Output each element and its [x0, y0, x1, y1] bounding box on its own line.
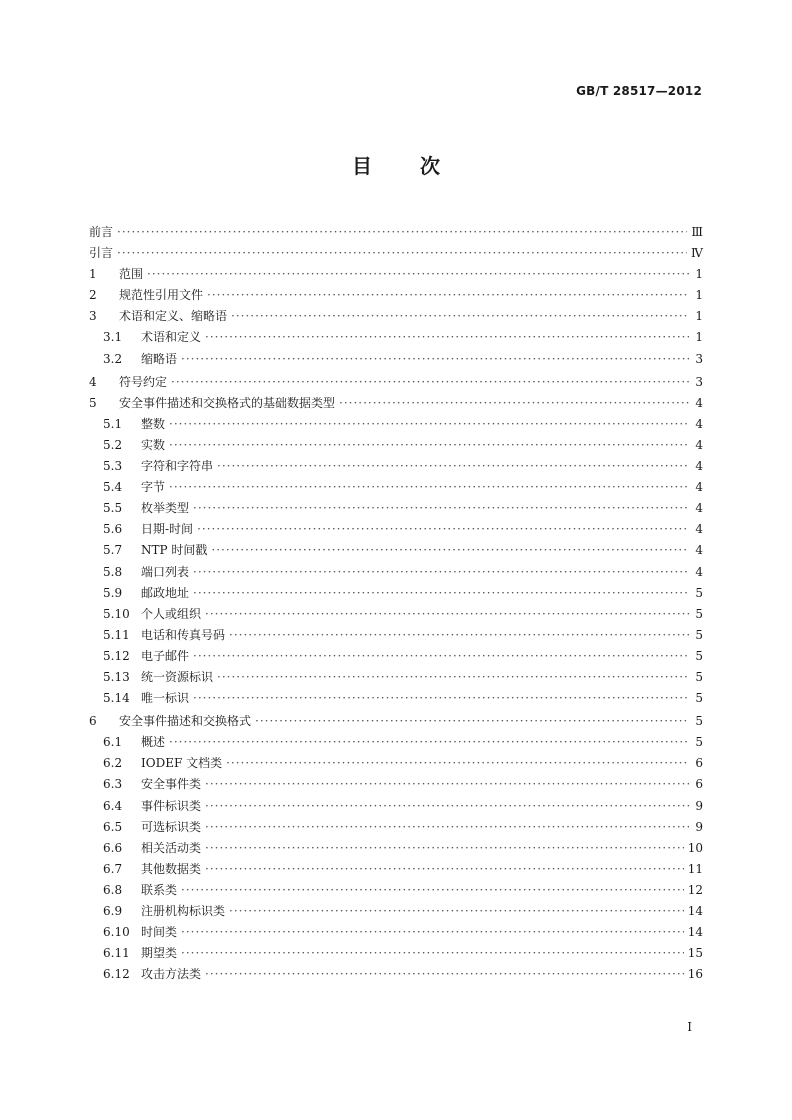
dot-leader — [205, 327, 689, 348]
toc-entry-page: 16 — [687, 967, 703, 982]
toc-entry-label: 可选标识类 — [141, 819, 202, 834]
toc-entry-page: 6 — [695, 777, 703, 792]
toc-entry[interactable] — [89, 667, 703, 688]
toc-entry-label: 符号约定 — [119, 374, 168, 389]
toc-entry-label: 联系类 — [141, 882, 178, 897]
toc-entry-number: 5.7 — [103, 543, 123, 558]
toc-entry-number: 6.11 — [103, 946, 130, 961]
toc-entry-label: 时间类 — [141, 925, 178, 940]
toc-entry-page: 3 — [695, 351, 703, 366]
toc-entry[interactable] — [89, 817, 703, 838]
toc-entry-page: 9 — [695, 798, 703, 813]
dot-leader — [193, 688, 689, 709]
toc-entry-label: 期望类 — [141, 946, 178, 961]
toc-entry-number: 5.6 — [103, 522, 123, 537]
toc-entry-label: 整数 — [141, 416, 166, 431]
toc-entry-label: 前言 — [89, 225, 114, 239]
toc-entry-number: 3.2 — [103, 351, 123, 366]
toc-entry-page: 5 — [695, 669, 703, 684]
toc-entry-number: 5.4 — [103, 480, 123, 495]
toc-entry-page: 5 — [695, 691, 703, 706]
toc-entry[interactable] — [89, 711, 703, 732]
dot-leader — [181, 922, 684, 943]
dot-leader — [205, 964, 684, 985]
toc-entry-label: NTP 时间戳 — [141, 543, 208, 558]
toc-entry[interactable] — [89, 498, 703, 519]
toc-entry-number: 6.9 — [103, 904, 123, 918]
toc-entry[interactable] — [89, 519, 703, 540]
toc-entry-label: 实数 — [141, 437, 166, 452]
toc-entry-number: 3.1 — [103, 330, 123, 345]
toc-entry-number: 6.10 — [103, 925, 130, 940]
dot-leader — [117, 222, 687, 243]
toc-entry-page: 1 — [695, 288, 703, 303]
toc-entry-label: 缩略语 — [141, 351, 178, 366]
toc-entry-number: 5.9 — [103, 585, 123, 600]
toc-entry-page: 3 — [695, 374, 703, 389]
toc-entry-label: 枚举类型 — [141, 501, 190, 516]
dot-leader — [205, 859, 684, 880]
toc-entry[interactable] — [89, 646, 703, 667]
dot-leader — [193, 562, 689, 583]
toc-entry-page: 11 — [687, 861, 703, 876]
toc-entry-page: 1 — [695, 330, 703, 345]
toc-entry-label: 唯一标识 — [141, 691, 190, 706]
toc-entry-number: 6.2 — [103, 756, 123, 771]
toc-entry[interactable] — [89, 222, 703, 243]
toc-entry-page: 10 — [687, 840, 703, 855]
toc-entry-page: 4 — [695, 437, 703, 452]
toc-entry-number: 5.3 — [103, 459, 123, 474]
toc-entry-number: 5.14 — [103, 691, 130, 706]
dot-leader — [193, 646, 689, 667]
toc-entry-number: 5.2 — [103, 437, 123, 452]
toc-entry-page: 4 — [695, 522, 703, 537]
dot-leader — [193, 583, 689, 604]
toc-entry[interactable] — [89, 625, 703, 646]
toc-entry-number: 5.13 — [103, 669, 130, 684]
toc-entry-number: 3 — [89, 309, 97, 324]
toc-entry[interactable] — [89, 327, 703, 348]
toc-entry-label: 安全事件描述和交换格式的基础数据类型 — [119, 395, 336, 410]
toc-entry[interactable] — [89, 414, 703, 435]
toc-entry[interactable] — [89, 943, 703, 964]
toc-entry-label: 日期-时间 — [141, 522, 194, 537]
toc-entry-page: 5 — [695, 627, 703, 642]
toc-entry[interactable] — [89, 753, 703, 774]
toc-entry[interactable] — [89, 540, 703, 561]
toc-entry-number: 5 — [89, 395, 97, 410]
toc-entry-number: 4 — [89, 374, 97, 389]
dot-leader — [231, 306, 689, 327]
toc-entry[interactable] — [89, 901, 703, 922]
toc-entry-page: 14 — [687, 904, 703, 918]
toc-entry-label: 规范性引用文件 — [119, 288, 204, 303]
toc-entry[interactable] — [89, 583, 703, 604]
dot-leader — [169, 435, 689, 456]
toc-entry[interactable] — [89, 838, 703, 859]
dot-leader — [229, 625, 689, 646]
toc-entry[interactable] — [89, 859, 703, 880]
dot-leader — [217, 667, 689, 688]
toc-entry-number: 6 — [89, 714, 97, 729]
page-title — [0, 150, 792, 179]
toc-entry[interactable] — [89, 774, 703, 795]
toc-entry[interactable] — [89, 562, 703, 583]
toc-entry-number: 6.8 — [103, 882, 123, 897]
title-char-2: 次 — [420, 154, 440, 178]
toc-entry-label: 电话和传真号码 — [141, 627, 226, 642]
toc-entry-number: 6.3 — [103, 777, 123, 792]
toc-entry[interactable] — [89, 372, 703, 393]
toc-entry-label: 术语和定义、缩略语 — [119, 309, 228, 324]
toc-entry[interactable] — [89, 688, 703, 709]
toc-entry-number: 6.12 — [103, 967, 130, 982]
toc-entry-number: 5.5 — [103, 501, 123, 516]
toc-entry-page: 5 — [695, 648, 703, 663]
toc-entry-page: Ⅲ — [691, 225, 703, 239]
dot-leader — [197, 519, 689, 540]
dot-leader — [169, 732, 689, 753]
toc-entry-number: 5.11 — [103, 627, 130, 642]
page-number: I — [687, 1020, 692, 1034]
toc-entry[interactable] — [89, 796, 703, 817]
standard-code: GB/T 28517—2012 — [576, 84, 702, 98]
toc-entry[interactable] — [89, 306, 703, 327]
toc-entry-number: 5.12 — [103, 648, 130, 663]
dot-leader — [193, 498, 689, 519]
toc-entry[interactable] — [89, 349, 703, 370]
dot-leader — [117, 243, 687, 264]
toc-entry-page: 4 — [695, 416, 703, 431]
dot-leader — [181, 880, 684, 901]
toc-entry[interactable] — [89, 964, 703, 985]
toc-entry-number: 6.4 — [103, 798, 123, 813]
dot-leader — [147, 264, 689, 285]
dot-leader — [171, 372, 689, 393]
toc-entry-label: 相关活动类 — [141, 840, 202, 855]
dot-leader — [211, 540, 689, 561]
toc-entry-label: 概述 — [141, 735, 166, 750]
dot-leader — [255, 711, 689, 732]
dot-leader — [169, 414, 689, 435]
dot-leader — [226, 753, 689, 774]
dot-leader — [169, 477, 689, 498]
toc-entry[interactable] — [89, 243, 703, 264]
toc-entry-page: 5 — [695, 714, 703, 729]
toc-entry-page: 4 — [695, 395, 703, 410]
toc-entry-number: 5.1 — [103, 416, 123, 431]
toc-entry-label: 安全事件类 — [141, 777, 202, 792]
toc-entry-page: 5 — [695, 735, 703, 750]
toc-entry-number: 6.5 — [103, 819, 123, 834]
dot-leader — [181, 349, 689, 370]
toc-entry-label: 事件标识类 — [141, 798, 202, 813]
toc-entry-page: 4 — [695, 564, 703, 579]
toc-entry-page: 4 — [695, 459, 703, 474]
toc-entry-page: 4 — [695, 501, 703, 516]
toc-entry-page: Ⅳ — [691, 246, 703, 261]
toc-entry[interactable] — [89, 880, 703, 901]
table-of-contents — [89, 222, 703, 985]
toc-entry-label: 攻击方法类 — [141, 967, 202, 982]
toc-entry[interactable] — [89, 922, 703, 943]
toc-entry-label: 注册机构标识类 — [141, 904, 226, 918]
toc-entry-page: 4 — [695, 480, 703, 495]
dot-leader — [207, 285, 689, 306]
toc-entry[interactable] — [89, 604, 703, 625]
toc-entry-page: 1 — [695, 267, 703, 282]
toc-entry-label: 其他数据类 — [141, 861, 202, 876]
toc-entry-page: 6 — [695, 756, 703, 771]
toc-entry-page: 5 — [695, 585, 703, 600]
toc-entry-label: 术语和定义 — [141, 330, 202, 345]
toc-entry[interactable] — [89, 393, 703, 414]
toc-entry-number: 6.7 — [103, 861, 123, 876]
dot-leader — [205, 604, 689, 625]
toc-entry-number: 5.10 — [103, 606, 130, 621]
toc-entry-label: 字符和字符串 — [141, 459, 214, 474]
toc-entry-page: 12 — [687, 882, 703, 897]
toc-entry[interactable] — [89, 477, 703, 498]
toc-entry[interactable] — [89, 435, 703, 456]
dot-leader — [217, 456, 689, 477]
toc-entry-number: 6.1 — [103, 735, 123, 750]
toc-entry-page: 5 — [695, 606, 703, 621]
toc-entry-label: 邮政地址 — [141, 585, 190, 600]
toc-entry-label: 范围 — [119, 267, 144, 282]
toc-entry[interactable] — [89, 285, 703, 306]
dot-leader — [229, 901, 684, 922]
toc-entry[interactable] — [89, 264, 703, 285]
dot-leader — [339, 393, 689, 414]
title-char-1: 目 — [352, 154, 372, 178]
toc-entry-label: 安全事件描述和交换格式 — [119, 714, 252, 729]
toc-entry-label: 端口列表 — [141, 564, 190, 579]
toc-entry-label: 字节 — [141, 480, 166, 495]
toc-entry-label: 引言 — [89, 246, 114, 261]
toc-entry-page: 4 — [695, 543, 703, 558]
toc-entry-number: 2 — [89, 288, 97, 303]
toc-entry[interactable] — [89, 732, 703, 753]
toc-entry-label: 统一资源标识 — [141, 669, 214, 684]
toc-entry-number: 6.6 — [103, 840, 123, 855]
toc-entry-page: 15 — [687, 946, 703, 961]
dot-leader — [181, 943, 684, 964]
toc-entry-page: 14 — [687, 925, 703, 940]
toc-entry-number: 1 — [89, 267, 97, 282]
toc-entry-label: IODEF 文档类 — [141, 756, 223, 771]
toc-entry-label: 电子邮件 — [141, 648, 190, 663]
toc-entry[interactable] — [89, 456, 703, 477]
toc-entry-number: 5.8 — [103, 564, 123, 579]
toc-entry-label: 个人或组织 — [141, 606, 202, 621]
dot-leader — [205, 796, 689, 817]
dot-leader — [205, 774, 689, 795]
toc-entry-page: 9 — [695, 819, 703, 834]
dot-leader — [205, 817, 689, 838]
dot-leader — [205, 838, 684, 859]
toc-entry-page: 1 — [695, 309, 703, 324]
